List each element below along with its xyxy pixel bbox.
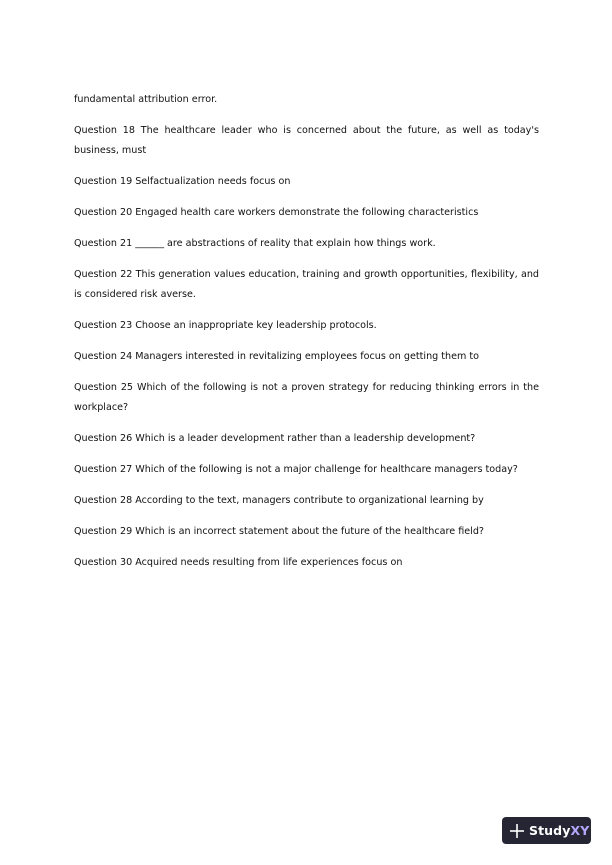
brand-accent: XY [570, 823, 590, 838]
paragraph-continuation: fundamental attribution error. [74, 94, 218, 105]
question-26: Question 26 Which is a leader development rather than a leadership development? [74, 433, 476, 444]
studyxy-logo-badge[interactable] [502, 817, 591, 844]
question-18: Question 18 The healthcare leader who is concerned about the future, as well as today's business, must [74, 125, 539, 156]
question-29: Question 29 Which is an incorrect statement about the future of the healthcare field? [74, 526, 485, 537]
question-21: Question 21 ______ are abstractions of reality that explain how things work. [74, 238, 436, 249]
question-30: Question 30 Acquired needs resulting from life experiences focus on [74, 557, 403, 568]
question-20: Question 20 Engaged health care workers demonstrate the following characteristics [74, 207, 479, 218]
question-23: Question 23 Choose an inappropriate key leadership protocols. [74, 320, 377, 331]
question-27: Question 27 Which of the following is not a major challenge for healthcare managers today? [74, 464, 518, 475]
plus-icon [509, 823, 525, 839]
brand-name [529, 823, 589, 838]
question-24: Question 24 Managers interested in revitalizing employees focus on getting them to [74, 351, 480, 362]
question-28: Question 28 According to the text, managers contribute to organizational learning by [74, 495, 484, 506]
question-19: Question 19 Selfactualization needs focus on [74, 176, 291, 187]
question-25: Question 25 Which of the following is not a proven strategy for reducing thinking errors in the workplace? [74, 382, 539, 413]
document-body [74, 90, 539, 584]
brand-main: Study [529, 823, 571, 838]
question-22: Question 22 This generation values education, training and growth opportunities, flexibility, and is considered risk averse. [74, 269, 539, 300]
